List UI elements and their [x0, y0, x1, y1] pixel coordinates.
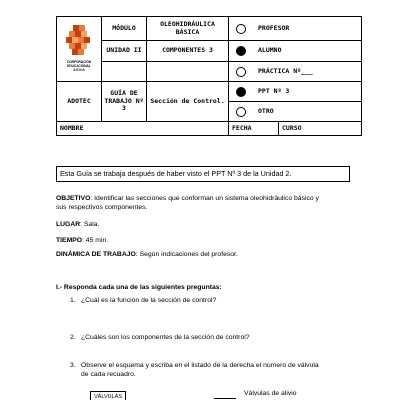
lugar-line — [56, 221, 99, 230]
valvulas-box — [90, 391, 126, 400]
objetivo-line1 — [56, 195, 356, 204]
modulo-value: OLEOHIDRÁULICA BÁSICA — [147, 17, 229, 41]
otro-label: OTRO — [258, 106, 274, 115]
valvulas-box-label: VÁLVULAS — [93, 394, 123, 400]
unidad-label: UNIDAD II — [102, 41, 147, 62]
blank-cell — [102, 62, 147, 82]
unidad-value: COMPONENTES 3 — [147, 41, 229, 62]
question-3-num: 3. — [70, 362, 76, 369]
alumno-radio[interactable] — [236, 46, 246, 56]
alumno-label: ALUMNO — [258, 46, 282, 55]
question-1-num: 1. — [70, 297, 76, 304]
ppt-label: PPT Nº 3 — [258, 86, 290, 95]
logo-text-3: ASIVA — [73, 67, 85, 73]
question-2-text: ¿Cuáles son los componentes de la sección de control? — [81, 334, 250, 341]
adotec-cell — [57, 82, 102, 122]
tiempo-line — [56, 237, 108, 246]
nombre-field[interactable] — [57, 122, 229, 136]
practica-label: PRÁCTICA Nº___ — [258, 66, 313, 75]
question-3-text2: de cada recuadro. — [81, 371, 136, 378]
objetivo-label: OBJETIVO — [56, 195, 91, 202]
intro-box — [56, 166, 350, 182]
option-alumno[interactable] — [229, 41, 362, 62]
otro-radio[interactable] — [236, 107, 246, 117]
question-2-num: 2. — [70, 334, 76, 341]
question-3-text: Observe el esquema y escriba en el listado de la derecha el número de válvula — [81, 362, 319, 369]
blank-cell-2 — [147, 62, 229, 82]
guia-value: Sección de Control. — [147, 82, 229, 122]
answer-blank-line[interactable] — [214, 398, 236, 399]
dinamica-value: : Según indicaciones del profesor. — [135, 251, 238, 258]
header-table — [56, 16, 362, 136]
corporacion-logo — [63, 25, 95, 61]
lugar-label: LUGAR — [56, 221, 81, 228]
logo-text-1: CORPORACIÓN — [66, 60, 92, 65]
practica-radio[interactable] — [236, 67, 246, 77]
nombre-label: NOMBRE — [60, 123, 84, 132]
profesor-radio[interactable] — [236, 24, 246, 34]
profesor-label: PROFESOR — [258, 23, 290, 32]
lugar-value: : Sala. — [80, 221, 100, 228]
dinamica-label: DINÁMICA DE TRABAJO — [56, 251, 136, 258]
option-practica[interactable] — [229, 62, 362, 82]
guia-label: GUÍA DE TRABAJO Nº 3 — [102, 82, 147, 122]
fecha-label: FECHA — [232, 123, 252, 132]
tiempo-value: : 45 min. — [82, 237, 109, 244]
modulo-label: MÓDULO — [102, 17, 147, 41]
dinamica-line — [56, 251, 238, 260]
objetivo-line2: sus respectivos componentes. — [56, 204, 148, 211]
section-title: I.- Responda cada una de las siguientes preguntas: — [56, 284, 222, 291]
curso-field[interactable] — [279, 122, 362, 136]
valvulas-alivio-label: Válvulas de alivio — [244, 390, 297, 397]
tiempo-label: TIEMPO — [56, 237, 83, 244]
logo-text-2: EDUCACIONAL — [67, 63, 91, 68]
fecha-field[interactable] — [229, 122, 279, 136]
adotec-label: ADOTEC — [67, 96, 91, 105]
option-ppt[interactable] — [229, 82, 362, 102]
objetivo-text: : Identificar las secciones que conforman un sistema oleohidráulico básico y — [90, 195, 319, 202]
curso-label: CURSO — [282, 123, 302, 132]
question-1-text: ¿Cuál es la función de la sección de control? — [81, 297, 217, 304]
option-profesor[interactable] — [229, 17, 362, 41]
ppt-radio[interactable] — [236, 87, 246, 97]
intro-text: Esta Guía se trabaja después de haber visto el PPT Nº 3 de la Unidad 2. — [60, 169, 292, 178]
option-otro[interactable] — [229, 102, 362, 122]
logo-cell — [57, 17, 102, 82]
